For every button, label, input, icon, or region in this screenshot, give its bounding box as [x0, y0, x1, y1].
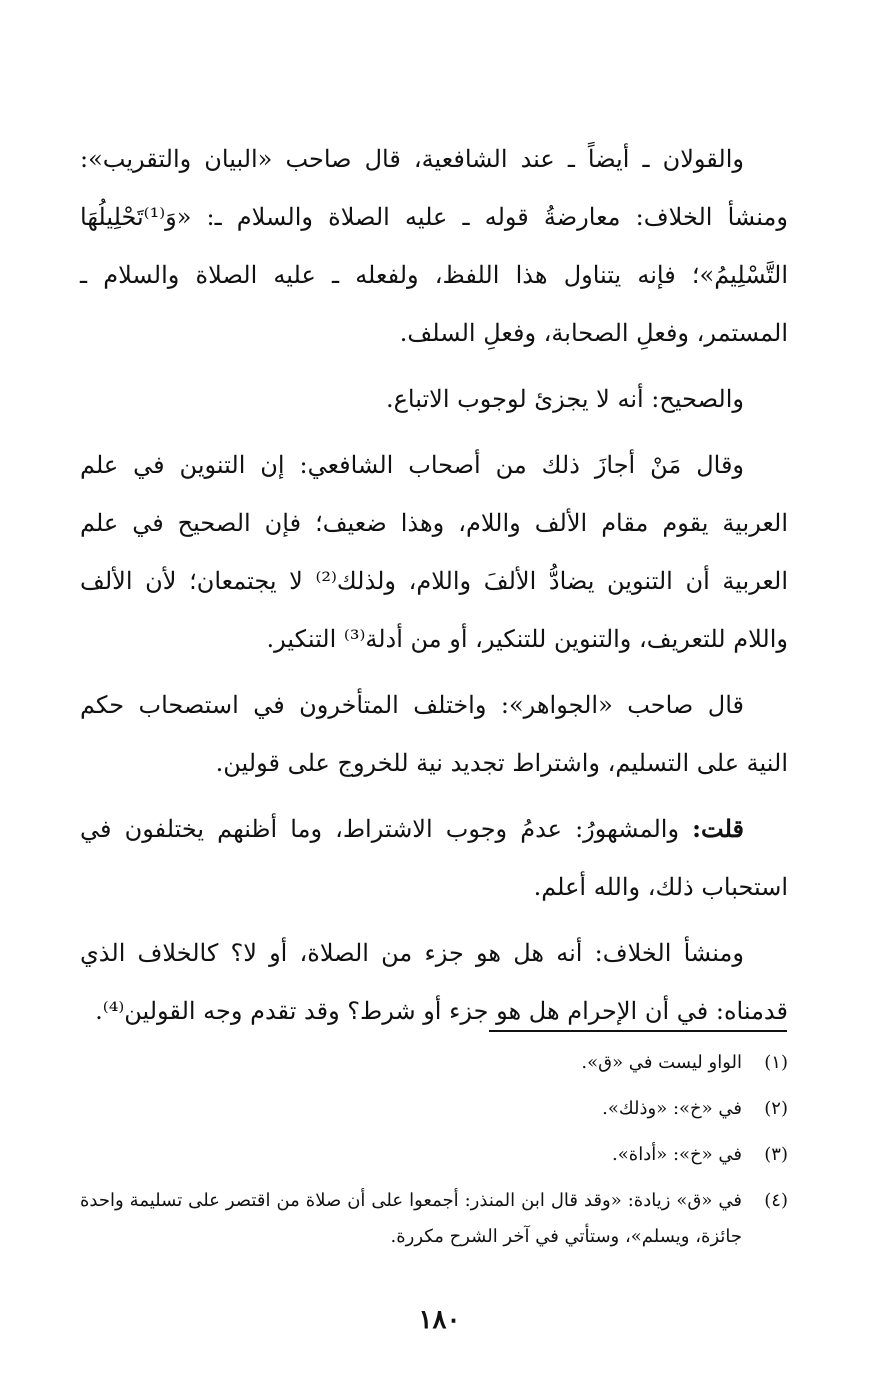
text-line: النية على التسليم، واشتراط تجديد نية للخروج على قولين.	[215, 749, 788, 777]
footnote	[80, 1045, 788, 1081]
main-text	[80, 130, 788, 1048]
paragraph-1	[80, 130, 788, 362]
footnote-number: (٣)	[764, 1144, 788, 1165]
text-line: في استحباب ذلك، والله أعلم.	[80, 815, 788, 901]
footnote	[80, 1091, 788, 1127]
text-line: قال صاحب «الجواهر»: واختلف المتأخرون في استصحاب حكم	[80, 691, 744, 719]
paragraph-4	[80, 676, 788, 792]
page-number: ١٨٠	[418, 1305, 461, 1335]
text-line: والصحيح: أنه لا يجزئ لوجوب الاتباع.	[385, 385, 744, 413]
text-line: التَّسْلِيمُ»؛ فإنه يتناول هذا اللفظ، ولفعله ـ عليه الصلاة والسلام ـ	[80, 261, 788, 289]
text-line: الألف واللام للتعريف، والتنوين للتنكير، أو من أدلة⁽³⁾ التنكير.	[80, 567, 788, 653]
footnotes	[80, 1045, 788, 1265]
footnote-text: في «خ»: «وذلك».	[602, 1098, 742, 1119]
footnote-text: في «ق» زيادة: «وقد قال ابن المنذر: أجمعوا على أن صلاة من اقتصر على تسليمة واحدة جائزة، ويسلم»، وستأتي في آخر الشرح مكررة.	[80, 1190, 742, 1247]
paragraph-5	[80, 800, 788, 916]
footnote-text: الواو ليست في «ق».	[581, 1052, 742, 1073]
footnote-number: (٤)	[764, 1190, 788, 1211]
text-line: العربية أن التنوين يضادُّ الألفَ واللام، ولذلك⁽²⁾ لا يجتمعان؛ لأن	[145, 567, 788, 595]
footnote	[80, 1183, 788, 1255]
footnote-number: (٢)	[764, 1098, 788, 1119]
paragraph-lead: قلت:	[692, 814, 744, 843]
paragraph-6	[80, 924, 788, 1040]
text-line: ومنشأ الخلاف: أنه هل هو جزء من الصلاة، أو لا؟ كالخلاف الذي	[80, 939, 744, 967]
text-line: ومنشأ الخلاف: معارضةُ قوله ـ عليه الصلاة والسلام ـ: «وَ⁽¹⁾تَحْلِيلُهَا	[80, 203, 788, 231]
text-line: والمشهورُ: عدمُ وجوب الاشتراط، وما أظنهم يختلفون	[124, 815, 680, 843]
footnote-divider	[489, 1030, 787, 1032]
text-line: قدمناه: في أن الإحرام هل هو جزء أو شرط؟ وقد تقدم وجه القولين⁽⁴⁾.	[95, 997, 788, 1025]
footnote	[80, 1137, 788, 1173]
paragraph-3	[80, 436, 788, 668]
paragraph-2	[80, 370, 788, 428]
footnote-number: (١)	[764, 1052, 788, 1073]
text-line: وقال مَنْ أجازَ ذلك من أصحاب الشافعي: إن التنوين في علم	[80, 451, 744, 479]
text-line: المستمر، وفعلِ الصحابة، وفعلِ السلف.	[399, 319, 788, 347]
text-line: والقولان ـ أيضاً ـ عند الشافعية، قال صاحب «البيان والتقريب»:	[80, 145, 745, 173]
footnote-text: في «خ»: «أداة».	[612, 1144, 742, 1165]
text-line: العربية يقوم مقام الألف واللام، وهذا ضعيف؛ فإن الصحيح في علم	[80, 509, 788, 537]
